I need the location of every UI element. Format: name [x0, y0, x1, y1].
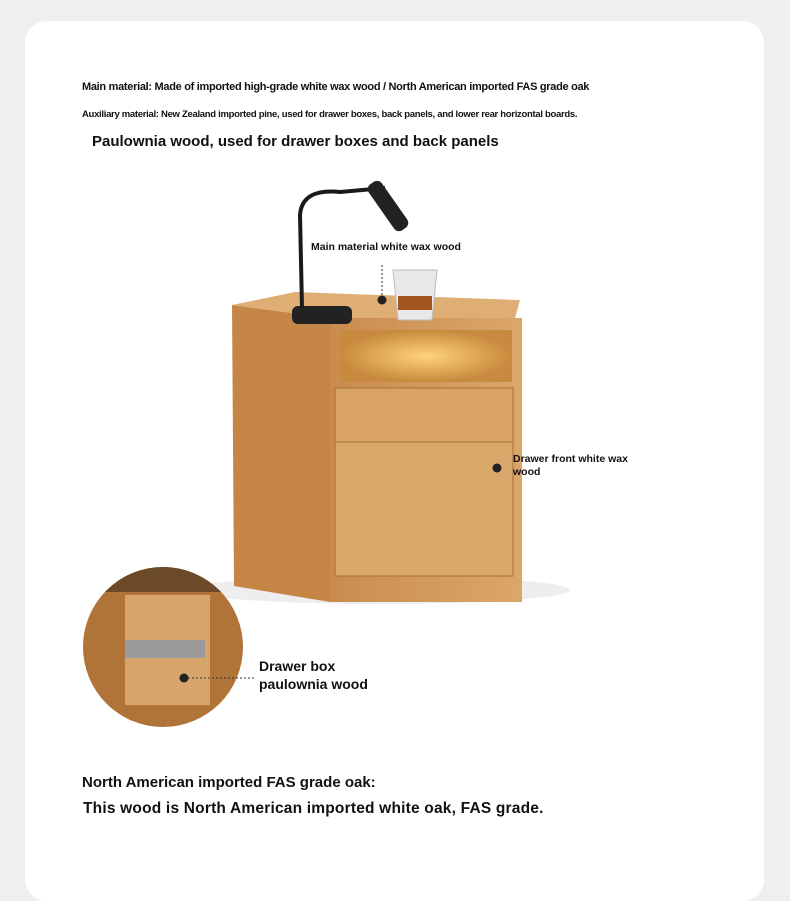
callout-drawer-box-1: Drawer box	[259, 658, 336, 674]
oak-description: This wood is North American imported white oak, FAS grade.	[83, 800, 544, 817]
glass	[393, 270, 437, 320]
callout-drawer-front-2: wood	[513, 466, 541, 478]
open-shelf	[340, 330, 512, 382]
callout-drawer-front-1: Drawer front white wax	[513, 453, 628, 465]
auxiliary-material-text: Auxiliary material: New Zealand imported pine, used for drawer boxes, back panels, and lower rear horizontal boards.	[82, 109, 578, 120]
lamp-head	[365, 178, 410, 233]
callout-drawer-box-2: paulownia wood	[259, 676, 368, 692]
top-drawer	[335, 388, 513, 442]
lamp-base	[292, 306, 352, 324]
main-material-text: Main material: Made of imported high-grade white wax wood / North American imported FAS grade oak	[82, 81, 590, 93]
bottom-drawer	[335, 442, 513, 576]
paulownia-heading: Paulownia wood, used for drawer boxes and back panels	[92, 133, 499, 150]
callout-main-material: Main material white wax wood	[311, 241, 461, 253]
side-panel	[232, 305, 330, 602]
oak-heading: North American imported FAS grade oak:	[82, 774, 376, 791]
drawer-box-inset	[83, 567, 243, 727]
